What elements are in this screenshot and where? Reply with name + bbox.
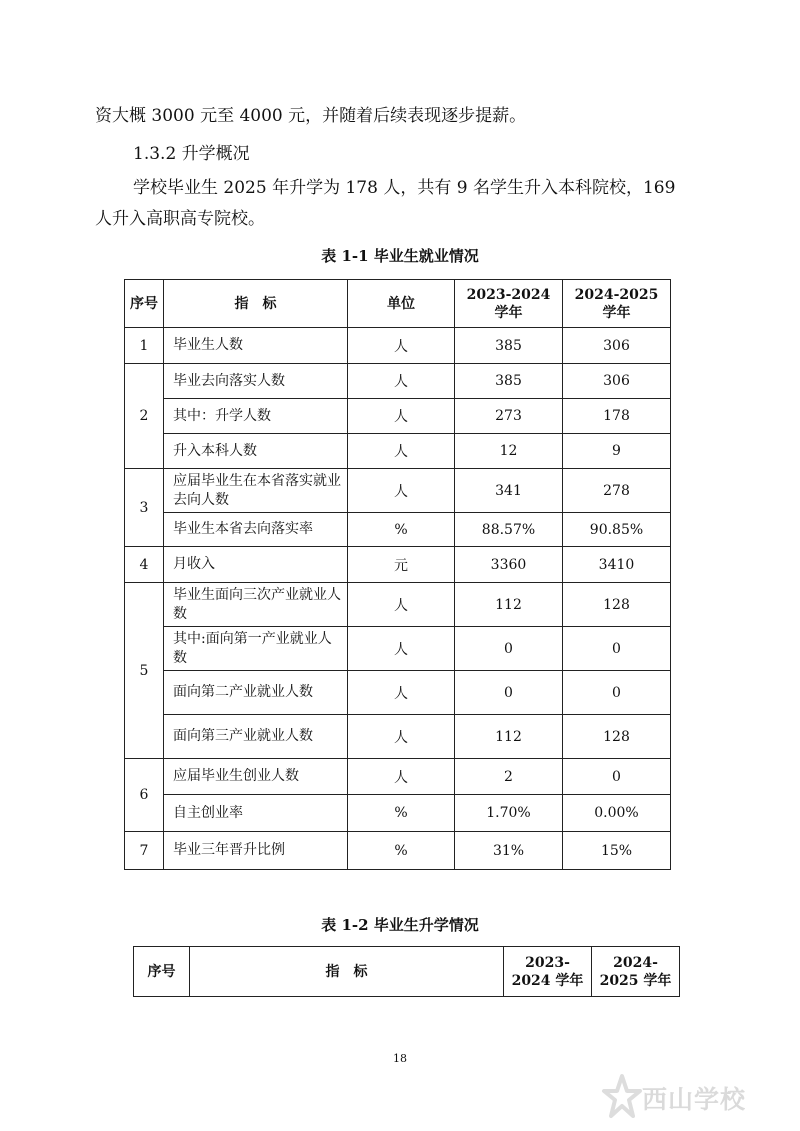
row-unit: 人 bbox=[348, 328, 455, 364]
section-heading: 1.3.2 升学概况 bbox=[133, 144, 250, 164]
row-indicator: 毕业生面向三次产业就业人数 bbox=[164, 583, 348, 627]
header-seq: 序号 bbox=[134, 947, 190, 997]
row-indicator: 毕业三年晋升比例 bbox=[164, 832, 348, 870]
row-value-2023: 112 bbox=[455, 715, 563, 759]
row-seq: 7 bbox=[125, 832, 164, 870]
table-row bbox=[125, 364, 671, 399]
row-value-2023: 1.70% bbox=[455, 795, 563, 832]
table-header-row bbox=[134, 947, 680, 997]
row-value-2024: 178 bbox=[563, 399, 671, 434]
table-row bbox=[125, 547, 671, 583]
row-indicator: 毕业生人数 bbox=[164, 328, 348, 364]
row-unit: 人 bbox=[348, 627, 455, 671]
row-value-2023: 341 bbox=[455, 469, 563, 513]
row-indicator: 毕业生本省去向落实率 bbox=[164, 513, 348, 547]
row-value-2024: 90.85% bbox=[563, 513, 671, 547]
row-value-2024: 128 bbox=[563, 583, 671, 627]
employment-table bbox=[124, 279, 671, 870]
row-unit: 人 bbox=[348, 434, 455, 469]
row-unit: 人 bbox=[348, 364, 455, 399]
table-row bbox=[125, 627, 671, 671]
row-unit: % bbox=[348, 513, 455, 547]
watermark-logo bbox=[598, 1072, 783, 1122]
row-value-2023: 385 bbox=[455, 328, 563, 364]
row-seq: 4 bbox=[125, 547, 164, 583]
row-indicator: 自主创业率 bbox=[164, 795, 348, 832]
table-row bbox=[125, 583, 671, 627]
row-unit: 人 bbox=[348, 399, 455, 434]
row-value-2024: 306 bbox=[563, 364, 671, 399]
row-indicator: 毕业去向落实人数 bbox=[164, 364, 348, 399]
star-logo-icon bbox=[598, 1072, 642, 1122]
header-indicator: 指 标 bbox=[164, 280, 348, 328]
row-value-2024: 9 bbox=[563, 434, 671, 469]
watermark-text: 西山学校 bbox=[642, 1085, 747, 1114]
row-value-2024: 0 bbox=[563, 759, 671, 795]
row-value-2024: 15% bbox=[563, 832, 671, 870]
table2-caption: 表 1-2 毕业生升学情况 bbox=[321, 916, 479, 934]
header-year-2023: 2023-2024 学年 bbox=[455, 280, 563, 328]
row-indicator: 其中：升学人数 bbox=[164, 399, 348, 434]
header-year-2024: 2024-2025 学年 bbox=[563, 280, 671, 328]
row-value-2024: 0 bbox=[563, 671, 671, 715]
body-paragraph-2-line-2: 人升入高职高专院校。 bbox=[95, 209, 265, 229]
table-row bbox=[125, 434, 671, 469]
row-value-2023: 88.57% bbox=[455, 513, 563, 547]
row-value-2024: 306 bbox=[563, 328, 671, 364]
row-value-2023: 31% bbox=[455, 832, 563, 870]
row-value-2023: 0 bbox=[455, 627, 563, 671]
row-indicator: 月收入 bbox=[164, 547, 348, 583]
row-value-2024: 3410 bbox=[563, 547, 671, 583]
row-seq: 6 bbox=[125, 759, 164, 832]
table-row bbox=[125, 795, 671, 832]
row-unit: 人 bbox=[348, 583, 455, 627]
row-seq: 5 bbox=[125, 583, 164, 759]
header-unit: 单位 bbox=[348, 280, 455, 328]
row-value-2024: 278 bbox=[563, 469, 671, 513]
row-indicator: 应届毕业生在本省落实就业去向人数 bbox=[164, 469, 348, 513]
row-value-2024: 0 bbox=[563, 627, 671, 671]
row-indicator: 面向第三产业就业人数 bbox=[164, 715, 348, 759]
row-value-2023: 0 bbox=[455, 671, 563, 715]
row-indicator: 应届毕业生创业人数 bbox=[164, 759, 348, 795]
row-value-2023: 3360 bbox=[455, 547, 563, 583]
row-value-2023: 273 bbox=[455, 399, 563, 434]
header-seq: 序号 bbox=[125, 280, 164, 328]
body-paragraph-1: 资大概 3000 元至 4000 元，并随着后续表现逐步提薪。 bbox=[95, 106, 527, 126]
row-unit: % bbox=[348, 832, 455, 870]
table-row bbox=[125, 328, 671, 364]
row-value-2024: 0.00% bbox=[563, 795, 671, 832]
row-unit: 人 bbox=[348, 671, 455, 715]
header-year-2024: 2024-2025 学年 bbox=[592, 947, 680, 997]
table1-caption: 表 1-1 毕业生就业情况 bbox=[321, 247, 479, 265]
table-row bbox=[125, 759, 671, 795]
row-value-2023: 385 bbox=[455, 364, 563, 399]
table-row bbox=[125, 832, 671, 870]
body-paragraph-2-line-1: 学校毕业生 2025 年升学为 178 人，共有 9 名学生升入本科院校，169 bbox=[133, 178, 676, 198]
table-row bbox=[125, 671, 671, 715]
page-number: 18 bbox=[393, 1052, 407, 1065]
table-row bbox=[125, 513, 671, 547]
header-indicator: 指 标 bbox=[190, 947, 504, 997]
table-row bbox=[125, 469, 671, 513]
table-row bbox=[125, 715, 671, 759]
row-unit: 元 bbox=[348, 547, 455, 583]
header-year-2023: 2023-2024 学年 bbox=[504, 947, 592, 997]
row-unit: 人 bbox=[348, 759, 455, 795]
further-study-table bbox=[133, 946, 680, 997]
row-unit: 人 bbox=[348, 469, 455, 513]
row-value-2023: 112 bbox=[455, 583, 563, 627]
row-seq: 3 bbox=[125, 469, 164, 547]
row-seq: 1 bbox=[125, 328, 164, 364]
row-unit: 人 bbox=[348, 715, 455, 759]
row-indicator: 面向第二产业就业人数 bbox=[164, 671, 348, 715]
table-row bbox=[125, 399, 671, 434]
row-value-2024: 128 bbox=[563, 715, 671, 759]
row-indicator: 升入本科人数 bbox=[164, 434, 348, 469]
row-value-2023: 12 bbox=[455, 434, 563, 469]
row-unit: % bbox=[348, 795, 455, 832]
row-indicator: 其中:面向第一产业就业人数 bbox=[164, 627, 348, 671]
table-header-row bbox=[125, 280, 671, 328]
row-seq: 2 bbox=[125, 364, 164, 469]
row-value-2023: 2 bbox=[455, 759, 563, 795]
